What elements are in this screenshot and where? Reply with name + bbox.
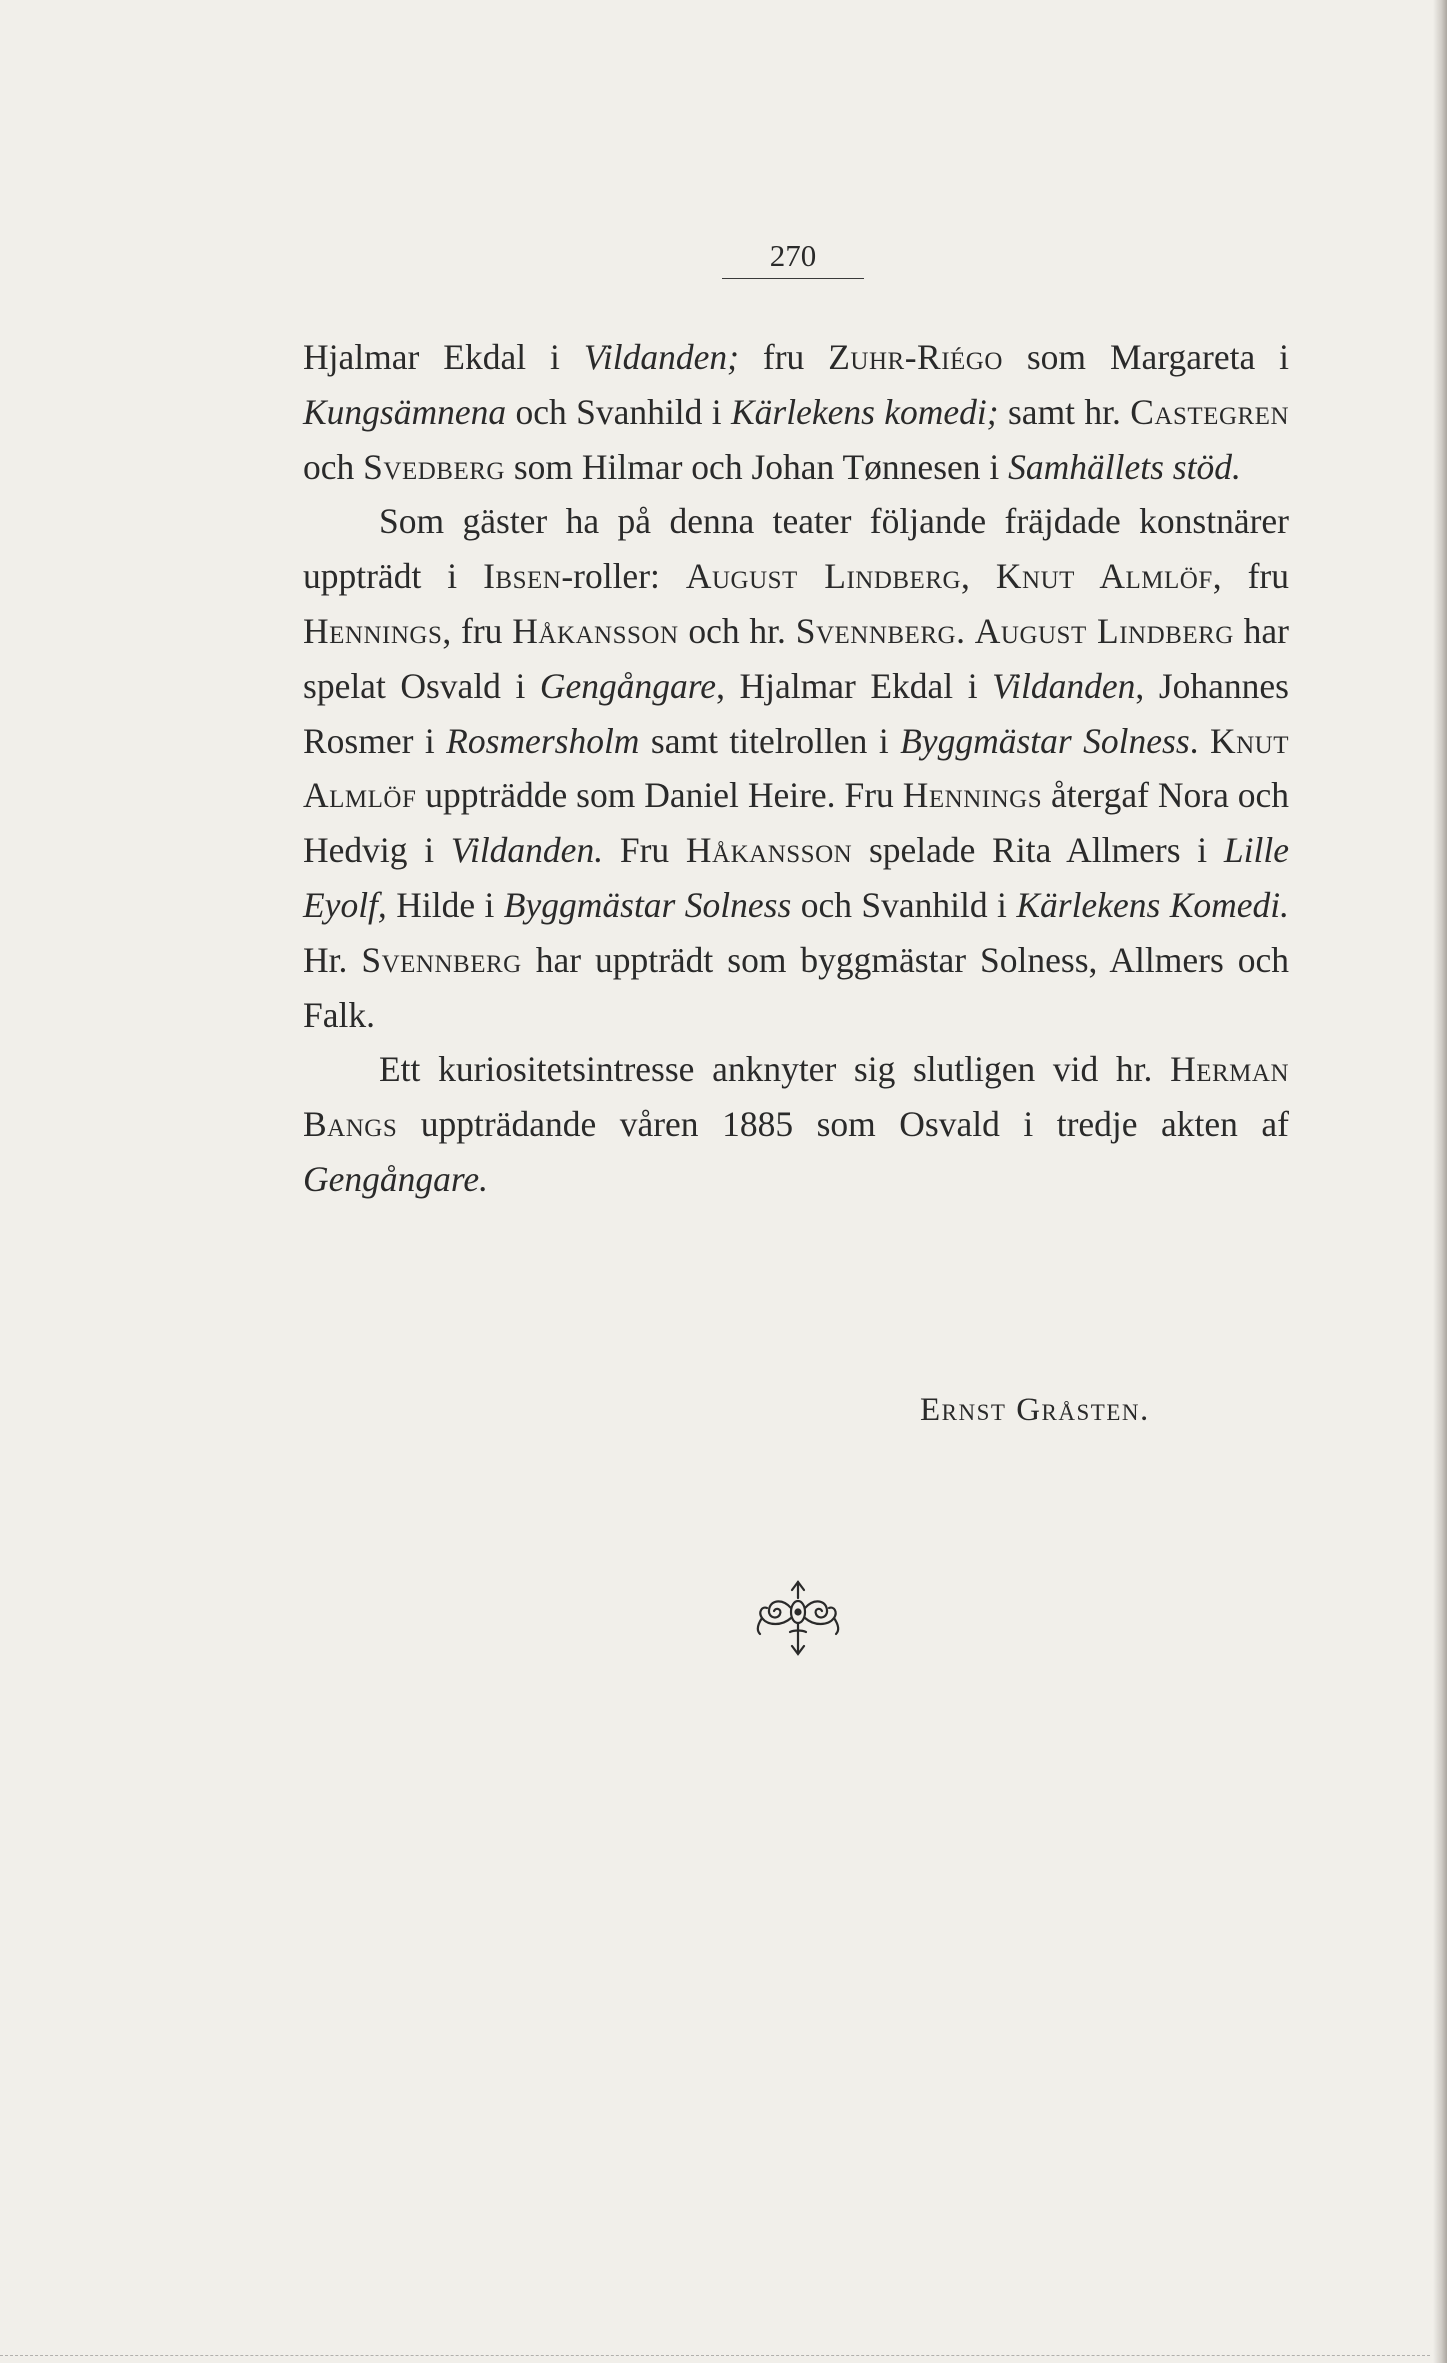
italic-title-text: Vildanden; bbox=[583, 337, 739, 377]
text-run: och bbox=[303, 446, 364, 487]
small-caps-name-text: Castegren bbox=[1130, 391, 1289, 432]
italic-title-text: Rosmersholm bbox=[446, 720, 640, 761]
text-run: , fru bbox=[1212, 556, 1289, 597]
small-caps-name-text: Svennberg bbox=[795, 610, 957, 651]
small-caps-name-text: Svedberg bbox=[363, 446, 505, 487]
text-run: och hr. bbox=[678, 610, 796, 651]
small-caps-name-text: Knut Almlöf bbox=[995, 556, 1213, 597]
small-caps-name-text: Knut Almlöf bbox=[303, 720, 1289, 816]
italic-title-text: Gengångare bbox=[539, 665, 717, 706]
page-edge-shadow bbox=[1433, 0, 1447, 2363]
body-text bbox=[303, 330, 1289, 1207]
small-caps-name-text: Hennings bbox=[303, 610, 443, 651]
text-run: återgaf Nora och Hedvig i bbox=[303, 775, 1290, 871]
text-run: -roller: bbox=[561, 556, 686, 597]
text-run: som Margareta i bbox=[1002, 337, 1290, 377]
small-caps-name-text: Håkansson bbox=[512, 610, 679, 651]
text-run: har spelat Osvald i bbox=[303, 610, 1289, 706]
text-run: spelade Rita Allmers i bbox=[852, 830, 1224, 871]
text-run: uppträdande våren 1885 som Osvald i tredje akten af bbox=[397, 1104, 1289, 1145]
italic-title-text: Samhällets stöd. bbox=[1008, 446, 1241, 487]
italic-title-text: Byggmästar Solness bbox=[503, 884, 792, 925]
paragraph bbox=[303, 1042, 1289, 1206]
small-caps-name-text: Svennberg bbox=[361, 939, 522, 980]
paragraph bbox=[303, 494, 1289, 1042]
text-run: samt hr. bbox=[998, 391, 1131, 432]
text-run: Hjalmar Ekdal i bbox=[303, 337, 584, 377]
page-number: 270 bbox=[722, 236, 864, 279]
text-run: Ett kuriositetsintresse anknyter sig slutligen vid hr. bbox=[379, 1049, 1171, 1090]
small-caps-name-text: August Lindberg bbox=[685, 556, 962, 597]
small-caps-name-text: Hennings bbox=[902, 775, 1043, 816]
paragraph bbox=[303, 330, 1289, 494]
small-caps-name-text: Ibsen bbox=[483, 556, 562, 597]
italic-title-text: Kärlekens Komedi. bbox=[1016, 884, 1289, 925]
italic-title-text: Kärlekens komedi; bbox=[730, 391, 999, 432]
text-run: , fru bbox=[442, 610, 513, 651]
text-run: , bbox=[961, 556, 996, 597]
italic-title-text: Vildanden bbox=[992, 665, 1136, 706]
text-run: . bbox=[1189, 720, 1210, 761]
text-run: samt titelrollen i bbox=[639, 720, 901, 761]
page-bottom-rule bbox=[0, 2355, 1430, 2356]
text-run: . bbox=[956, 610, 975, 651]
small-caps-name-text: Håkansson bbox=[685, 830, 853, 871]
text-run: fru bbox=[738, 337, 829, 377]
text-run: som Hilmar och Johan Tønnesen i bbox=[504, 446, 1009, 487]
text-run: Som gäster ha på denna teater följande fräjdade konstnärer uppträdt i bbox=[303, 501, 1289, 597]
text-run: , Hjalmar Ekdal i bbox=[716, 665, 993, 706]
text-run: och Svanhild i bbox=[791, 884, 1017, 925]
text-run: Hr. bbox=[303, 939, 362, 980]
text-run: , Johannes Rosmer i bbox=[303, 665, 1289, 761]
small-caps-name-text: Herman Bangs bbox=[303, 1049, 1289, 1145]
text-run: Hilde i bbox=[386, 884, 504, 925]
italic-title-text: Byggmästar Solness bbox=[900, 720, 1190, 761]
italic-title-text: Gengångare. bbox=[303, 1158, 489, 1199]
text-run: och Svanhild i bbox=[506, 391, 731, 432]
text-run: har uppträdt som byggmästar Solness, Allmers och Falk. bbox=[303, 939, 1290, 1035]
small-caps-name-text: Zuhr-Riégo bbox=[828, 337, 1003, 377]
small-caps-name-text: August Lindberg bbox=[974, 610, 1234, 651]
author-signature: Ernst Gråsten. bbox=[920, 1392, 1150, 1428]
italic-title-text: Kungsämnena bbox=[303, 391, 507, 432]
text-run: Fru bbox=[603, 830, 686, 871]
italic-title-text: Vildanden. bbox=[450, 830, 604, 871]
fleuron-ornament-icon bbox=[752, 1580, 844, 1658]
text-run: uppträdde som Daniel Heire. Fru bbox=[416, 775, 903, 816]
italic-title-text: Lille Eyolf, bbox=[303, 830, 1289, 925]
